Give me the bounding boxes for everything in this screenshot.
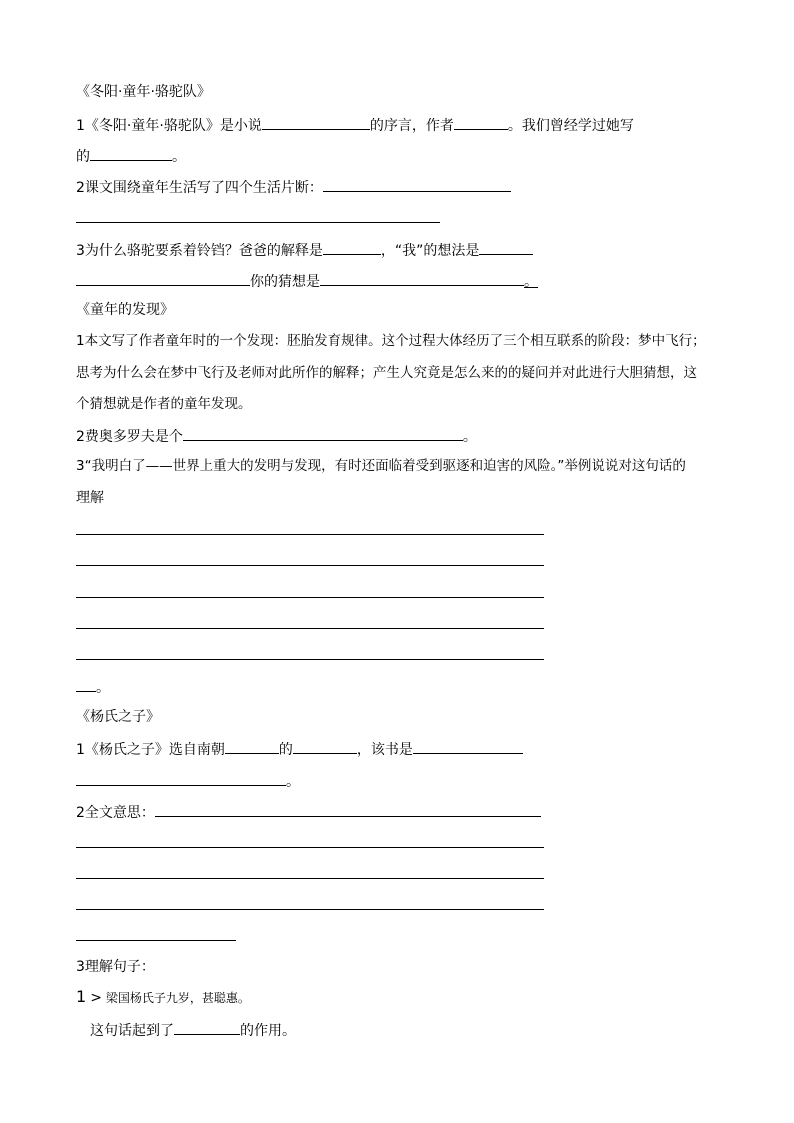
s1-q2-text: 课文围绕童年生活写了四个生活片断： <box>84 180 323 196</box>
s1-q1-number: 1 <box>76 118 85 134</box>
s1-q3-blank-dad[interactable] <box>323 239 381 255</box>
section-title-yang-son: 《杨氏之子》 <box>76 709 160 725</box>
s3-q3-number: 3 <box>76 959 85 975</box>
s3-q3-sub1-mark: > <box>90 990 102 1006</box>
s3-q1-line2 <box>76 770 300 792</box>
s2-q2-line <box>76 425 477 447</box>
s1-q1-blank-author[interactable] <box>454 114 508 130</box>
s1-q1-text-e: 。 <box>172 149 186 165</box>
s2-q3-answer-line-5[interactable] <box>76 659 544 660</box>
s3-q3-sub1-line <box>76 987 250 1008</box>
s3-q3-quote: 梁国杨氏子九岁，甚聪惠。 <box>105 991 250 1005</box>
s3-q1-blank-desc-cont[interactable] <box>76 770 286 786</box>
s3-q2-answer-line-5[interactable] <box>76 940 236 941</box>
s3-q1-line1 <box>76 738 523 760</box>
s2-q2-number: 2 <box>76 429 85 445</box>
s1-q2-number: 2 <box>76 180 85 196</box>
s1-q3-text-c: 你的猜想是 <box>250 274 320 290</box>
s2-q1-text-2: 思考为什么会在梦中飞行及老师对此所作的解释；产生人究竟是怎么来的的疑问并对此进行大胆猜想，这 <box>76 365 697 381</box>
s1-q1-line1 <box>76 114 634 136</box>
s1-q1-text-a: 《冬阳·童年·骆驼队》是小说 <box>84 118 262 134</box>
s1-q1-text-d: 的 <box>76 149 90 165</box>
s2-q3-answer-line-6[interactable] <box>76 676 96 692</box>
s2-q3-answer-line-4[interactable] <box>76 628 544 629</box>
s2-q1-number: 1 <box>76 333 85 349</box>
s3-q2-answer-line-2[interactable] <box>76 847 544 848</box>
s3-q3-text-b: 这句话起到了 <box>90 1023 174 1039</box>
s1-q1-blank-work[interactable] <box>90 145 172 161</box>
s3-q3-blank-function[interactable] <box>174 1019 240 1035</box>
s2-q2-text-b: 。 <box>462 429 477 445</box>
s3-q2-number: 2 <box>76 805 85 821</box>
s2-q3-end-mark: 。 <box>96 680 110 696</box>
s3-q1-number: 1 <box>76 742 85 758</box>
s2-q2-text-a: 费奥多罗夫是个 <box>84 429 183 445</box>
s2-q3-answer-line-3[interactable] <box>76 597 544 598</box>
s3-q2-text: 全文意思： <box>84 805 155 821</box>
s1-q1-line2 <box>76 145 186 167</box>
s2-q3-answer-line-2[interactable] <box>76 565 544 566</box>
s3-q1-blank-desc[interactable] <box>413 738 523 754</box>
s3-q1-blank-book[interactable] <box>293 738 357 754</box>
s3-q1-text-a: 《杨氏之子》选自南朝 <box>84 742 225 758</box>
s1-q1-text-b: 的序言，作者 <box>369 118 454 134</box>
s2-q3-text-1: “我明白了——世界上重大的发明与发现，有时还面临着受到驱逐和迫害的风险。”举例说说对这句话的 <box>84 458 686 474</box>
s1-q3-blank-me-cont[interactable] <box>76 270 250 286</box>
s2-q3-answer-line-1[interactable] <box>76 534 544 535</box>
s1-q2-line1 <box>76 176 511 198</box>
s3-q1-blank-author[interactable] <box>225 738 279 754</box>
section-title-dongyang: 《冬阳·童年·骆驼队》 <box>76 84 211 100</box>
s1-q2-blank-line[interactable] <box>76 222 440 223</box>
s2-q2-blank[interactable] <box>183 425 463 441</box>
s3-q1-end: 。 <box>286 774 300 790</box>
s2-q1-line1 <box>76 331 706 351</box>
s1-q3-text-b: ，“我”的想法是 <box>380 243 480 259</box>
s3-q3-text-a: 理解句子： <box>84 959 155 975</box>
s1-q3-number: 3 <box>76 243 85 259</box>
s1-q3-blank-you[interactable] <box>320 270 524 286</box>
s3-q2-blank-a[interactable] <box>155 801 541 817</box>
s3-q1-text-c: ，该书是 <box>356 742 413 758</box>
s3-q2-answer-line-4[interactable] <box>76 909 544 910</box>
s1-q1-blank-novel[interactable] <box>262 114 370 130</box>
s3-q3-line1 <box>76 957 155 977</box>
s3-q3-text-c: 的作用。 <box>240 1023 296 1039</box>
section-title-childhood-discovery: 《童年的发现》 <box>76 302 174 318</box>
s2-q3-answer-end <box>76 676 110 698</box>
s2-q3-line1 <box>76 456 686 476</box>
s3-q2-answer-line-3[interactable] <box>76 878 544 879</box>
s3-q3-sub1-number: 1 <box>76 987 87 1006</box>
s2-q1-text-1: 本文写了作者童年时的一个发现：胚胎发育规律。这个过程大体经历了三个相互联系的阶段：梦中飞行； <box>84 333 706 349</box>
s1-q1-text-c: 。我们曾经学过她写 <box>507 118 634 134</box>
s3-q2-line1 <box>76 801 541 823</box>
s2-q3-number: 3 <box>76 458 85 474</box>
s3-q3-sub1-answer <box>90 1019 296 1041</box>
s2-q1-text-3: 个猜想就是作者的童年发现。 <box>76 396 252 412</box>
s1-q3-text-a: 为什么骆驼要系着铃铛？爸爸的解释是 <box>84 243 323 259</box>
s1-q3-blank-me[interactable] <box>479 239 533 255</box>
s1-q3-line1 <box>76 239 533 261</box>
s3-q1-text-b: 的 <box>278 742 293 758</box>
s1-q3-end: 。 <box>524 274 538 290</box>
s1-q2-blank-a[interactable] <box>323 176 511 192</box>
s1-q3-line2 <box>76 270 538 292</box>
s2-q3-text-2: 理解 <box>76 490 104 506</box>
